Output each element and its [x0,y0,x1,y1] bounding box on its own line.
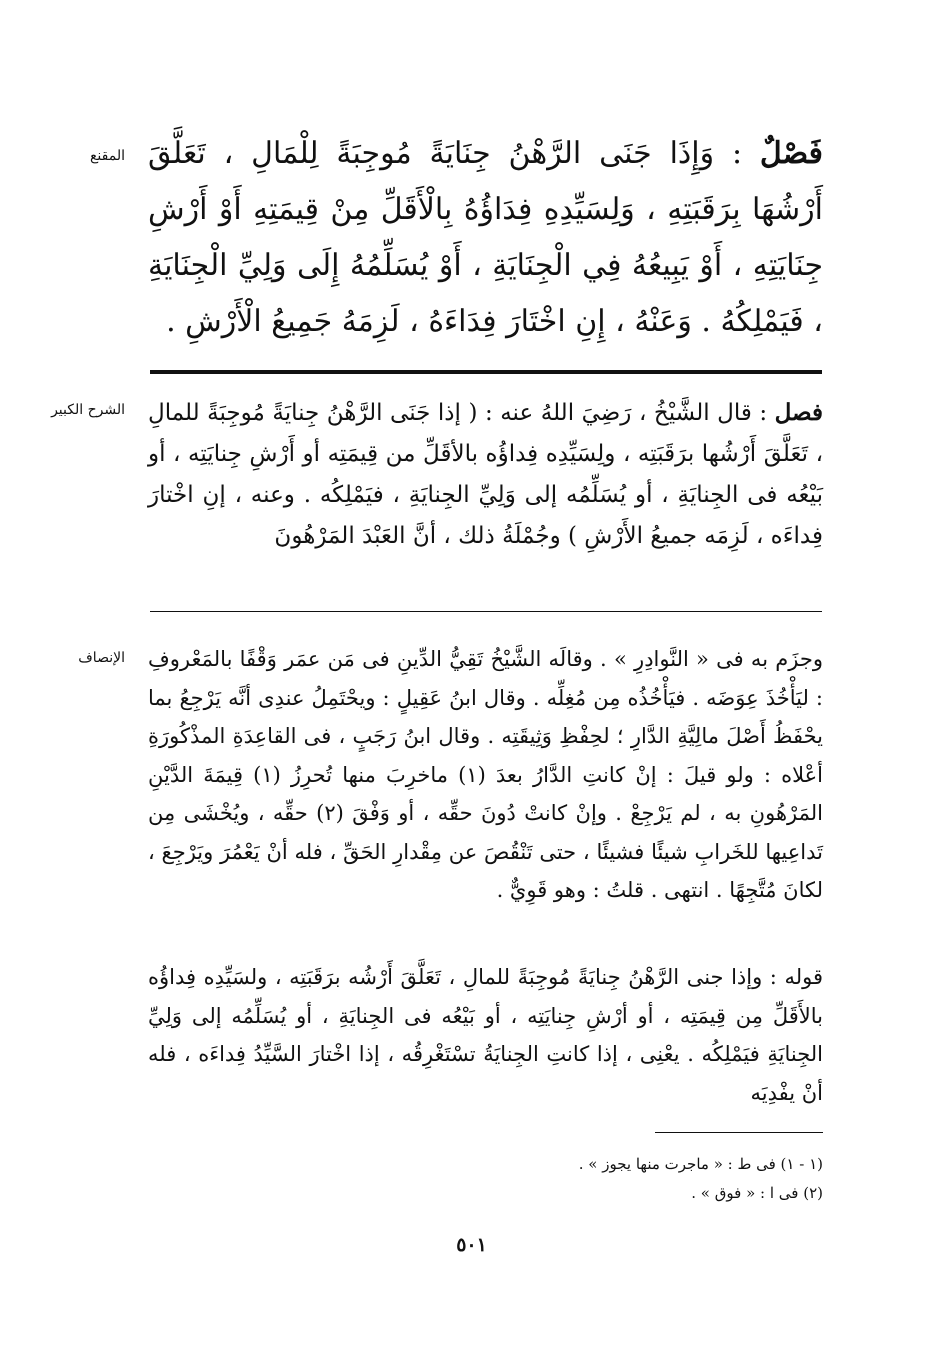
footnote-2: (٢) فى ا : « فوق » . [691,1184,823,1202]
footnote-divider [655,1132,823,1133]
section-divider-thick [150,370,822,374]
insaf-section [148,640,823,910]
label-insaf: الإنصاف [78,650,125,666]
footnote-1: (١ - ١) فى ط : « ماجرت منها يجوز » . [578,1155,823,1173]
matn-heading: فَصْلٌ [759,136,823,171]
footnotes [400,1150,823,1208]
insaf-paragraph-1: وجزَم به فى « النَّوادِرِ » . وقالَه الشَّيْخُ تَقِيُّ الدِّينِ فى مَن عمَر وَقْفًا بالمَعْروفِ : ليَأْخُذَ عِوَضَه . فيَأْخُذُه مِن مُغِلِّه . وقال ابنُ عَقِيلٍ : ويحْتَمِلُ عندِى أنَّه يَرْجِعُ بما يحْفَظُ أَصْلَ مالِيَّةِ الدَّارِ ؛ لحِفْظِ وَثِيقَتِه . وقال ابنُ رَجَبٍ ، فى القاعِدَةِ المذْكُورَةِ أعْلاه : ولو قيلَ : إنْ كانتِ الدَّارُ بعدَ (١) ماخرِبَ منها تُحرِزُ (١) قِيمَةَ الدَّيْنِ المَرْهُونِ به ، لم يَرْجِعْ . وإنْ كانتْ دُونَ حقِّه ، أو وَفْقَ (٢) حقِّه ، ويُخْشَى مِن تَداعِيها للخَرابِ شيئًا فشيئًا ، حتى تَنْقُصَ عن مِقْدارِ الحَقِّ ، فله أنْ يَعْمُرَ ويَرْجِعَ ، لكانَ مُتَّجِهًا . انتهى . قلتُ : وهو قَوِيٌّ . [148,647,823,902]
matn-text: : وَإِذَا جَنَى الرَّهْنُ جِنَايَةً مُوجِبَةً لِلْمَالِ ، تَعَلَّقَ أَرْشُهَا بِرَقَبَتِهِ ، وَلِسَيِّدِهِ فِدَاؤُهُ بِالْأَقَلِّ مِنْ قِيمَتِهِ أَوْ أَرْشِ جِنَايَتِهِ ، أَوْ يَبِيعُهُ فِي الْجِنَايَةِ ، أَوْ يُسَلِّمُهُ إِلَى وَلِيِّ الْجِنَايَةِ ، فَيَمْلِكُهُ . وَعَنْهُ ، إِنِ اخْتَارَ فِدَاءَهُ ، لَزِمَهُ جَمِيعُ الْأَرْشِ . [148,136,823,339]
insaf-paragraph-2: قوله : وإذا جنى الرَّهْنُ جِنايَةً مُوجِبَةً للمالِ ، تَعَلَّقَ أَرْشُه برَقَبَتِه ، ولسَيِّدِه فِداؤُه بالأَقَلِّ مِن قِيمَتِه ، أو أرْشِ جِنايَتِه ، أو بَيْعُه فى الجِنايَةِ ، أو يُسَلِّمُه إلى وَلِيِّ الجِنايَةِ فيَمْلِكُه . يعْنِى ، إذا كانتِ الجِنايَةُ تسْتَغْرِقُه ، إذا اخْتارَ السَّيِّدُ فِداءَه ، فله أنْ يفْدِيَه [148,965,824,1105]
insaf-section-2 [148,958,823,1112]
page-number: ٥٠١ [456,1234,487,1256]
section-divider-thin [150,611,822,612]
sharh-heading: فصل [774,399,823,426]
matn-paragraph [148,126,823,350]
matn-section [148,126,823,350]
sharh-section [148,392,823,557]
label-sharh-kabir: الشرح الكبير [51,402,125,418]
sharh-text: : قال الشَّيْخُ ، رَضِيَ اللهُ عنه : ( إذا جَنَى الرَّهْنُ جِنايَةً مُوجِبَةً للمالِ ، تَعَلَّقَ أَرْشُها برَقَبَتِه ، ولِسَيِّدِه فِداؤُه بالأقَلِّ من قِيمَتِه أو أَرْشِ جِنايَتِه ، أو بَيْعُه فى الجِنايَةِ ، أو يُسَلِّمُه إلى وَلِيِّ الجِنايَةِ ، فيَمْلِكُه . وعنه ، إنِ اخْتارَ فِداءَه ، لَزِمَه جميعُ الأَرْشِ ) وجُمْلَةُ ذلك ، أنَّ العَبْدَ المَرْهُونَ [148,400,823,549]
sharh-paragraph [148,392,823,557]
label-muqni: المقنع [89,148,125,164]
